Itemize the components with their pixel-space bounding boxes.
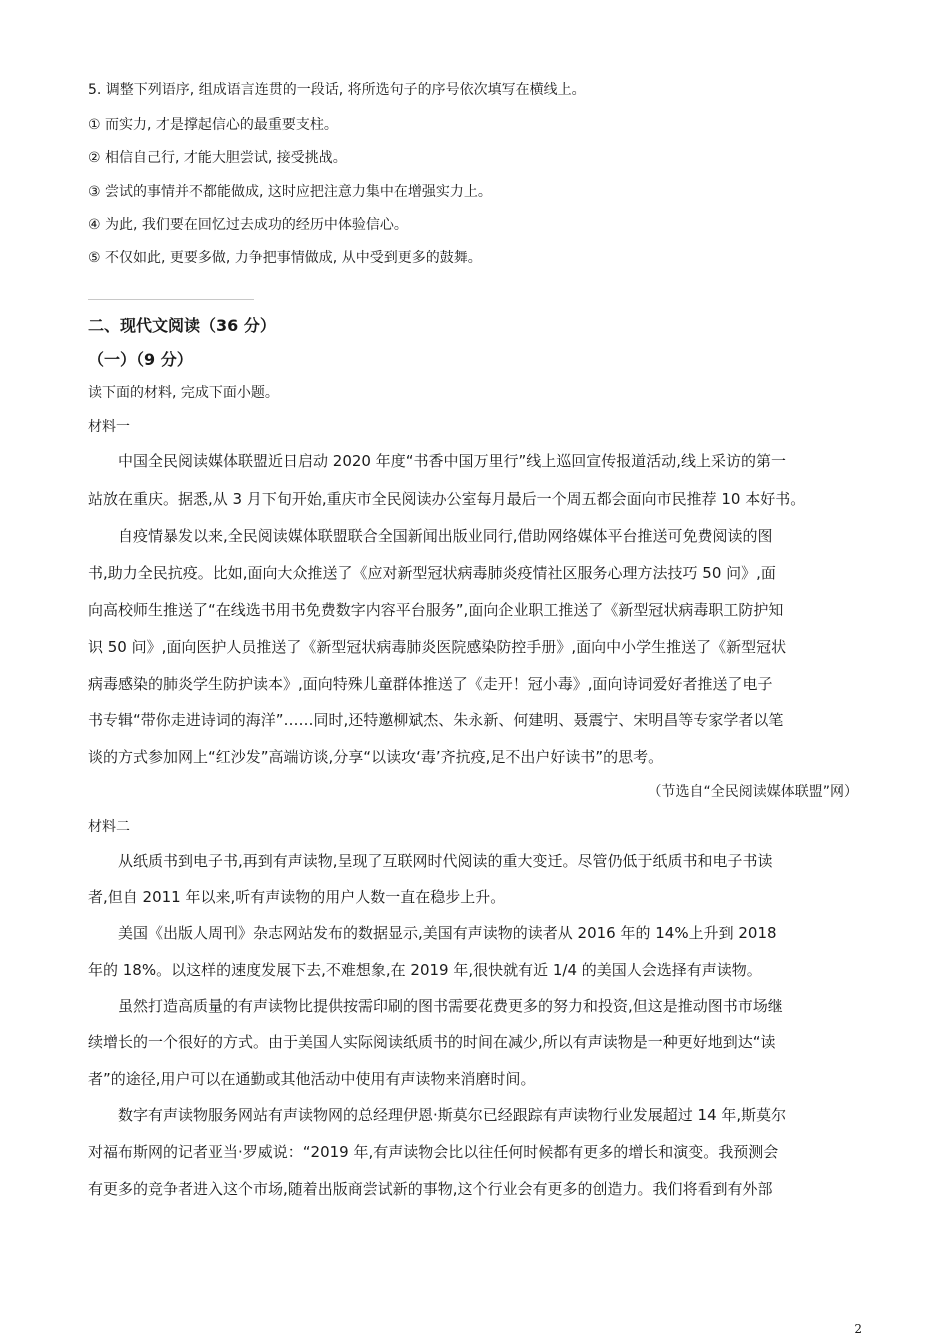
- option-item: ③ 尝试的事情并不都能做成, 这时应把注意力集中在增强实力上。: [88, 184, 492, 200]
- paragraph-line: 书专辑“带你走进诗词的海洋”……同时,还特邀柳斌杰、朱永新、何建明、聂震宁、宋明昌等专家学者以笔: [88, 711, 784, 729]
- section-heading: 二、现代文阅读（36 分）: [88, 316, 276, 335]
- paragraph-line: 谈的方式参加网上“红沙发”高端访谈,分享“以读攻‘毒’齐抗疫,足不出户好读书”的思考。: [88, 748, 664, 766]
- option-item: ⑤ 不仅如此, 更要多做, 力争把事情做成, 从中受到更多的鼓舞。: [88, 250, 482, 266]
- paragraph-line: 者”的途径,用户可以在通勤或其他活动中使用有声读物来消磨时间。: [88, 1070, 536, 1088]
- option-item: ④ 为此, 我们要在回忆过去成功的经历中体验信心。: [88, 217, 408, 233]
- paragraph-line: 站放在重庆。据悉,从 3 月下旬开始,重庆市全民阅读办公室每月最后一个周五都会面向市民推荐 10 本好书。: [88, 490, 806, 508]
- paragraph-line: 识 50 问》,面向医护人员推送了《新型冠状病毒肺炎医院感染防控手册》,面向中小学生推送了《新型冠状: [88, 638, 787, 656]
- option-item: ② 相信自己行, 才能大胆尝试, 接受挑战。: [88, 150, 347, 166]
- paragraph-line: 虽然打造高质量的有声读物比提供按需印刷的图书需要花费更多的努力和投资,但这是推动图书市场继: [118, 997, 783, 1015]
- paragraph-line: 续增长的一个很好的方式。由于美国人实际阅读纸质书的时间在减少,所以有声读物是一种更好地到达“读: [88, 1033, 776, 1051]
- paragraph-line: 对福布斯网的记者亚当·罗威说：“2019 年,有声读物会比以往任何时候都有更多的增长和演变。我预测会: [88, 1143, 779, 1161]
- subsection-heading: （一）（9 分）: [88, 350, 193, 369]
- page-number: 2: [854, 1322, 862, 1336]
- source-citation: （节选自“全民阅读媒体联盟”网）: [647, 784, 858, 800]
- paragraph-line: 年的 18%。以这样的速度发展下去,不难想象,在 2019 年,很快就有近 1/4 的美国人会选择有声读物。: [88, 961, 762, 979]
- paragraph-line: 向高校师生推送了“在线选书用书免费数字内容平台服务”,面向企业职工推送了《新型冠状病毒职工防护知: [88, 601, 784, 619]
- section-divider: [88, 299, 254, 300]
- instruction-text: 读下面的材料, 完成下面小题。: [88, 385, 279, 401]
- paragraph-line: 数字有声读物服务网站有声读物网的总经理伊恩·斯莫尔已经跟踪有声读物行业发展超过 14 年,斯莫尔: [118, 1106, 787, 1124]
- paragraph-line: 病毒感染的肺炎学生防护读本》,面向特殊儿童群体推送了《走开！冠小毒》,面向诗词爱好者推送了电子: [88, 675, 773, 693]
- question-prompt: 5. 调整下列语序, 组成语言连贯的一段话, 将所选句子的序号依次填写在横线上。: [88, 82, 586, 98]
- paragraph-line: 自疫情暴发以来,全民阅读媒体联盟联合全国新闻出版业同行,借助网络媒体平台推送可免费阅读的图: [118, 527, 773, 545]
- option-item: ① 而实力, 才是撑起信心的最重要支柱。: [88, 117, 338, 133]
- material-label: 材料一: [88, 419, 130, 435]
- material-label: 材料二: [88, 819, 130, 835]
- paragraph-line: 从纸质书到电子书,再到有声读物,呈现了互联网时代阅读的重大变迁。尽管仍低于纸质书和电子书读: [118, 852, 773, 870]
- paragraph-line: 有更多的竞争者进入这个市场,随着出版商尝试新的事物,这个行业会有更多的创造力。我们将看到有外部: [88, 1180, 773, 1198]
- paragraph-line: 美国《出版人周刊》杂志网站发布的数据显示,美国有声读物的读者从 2016 年的 14%上升到 2018: [118, 924, 777, 942]
- paragraph-line: 书,助力全民抗疫。比如,面向大众推送了《应对新型冠状病毒肺炎疫情社区服务心理方法技巧 50 问》,面: [88, 564, 776, 582]
- paragraph-line: 中国全民阅读媒体联盟近日启动 2020 年度“书香中国万里行”线上巡回宣传报道活动,线上采访的第一: [118, 452, 787, 470]
- paragraph-line: 者,但自 2011 年以来,听有声读物的用户人数一直在稳步上升。: [88, 888, 506, 906]
